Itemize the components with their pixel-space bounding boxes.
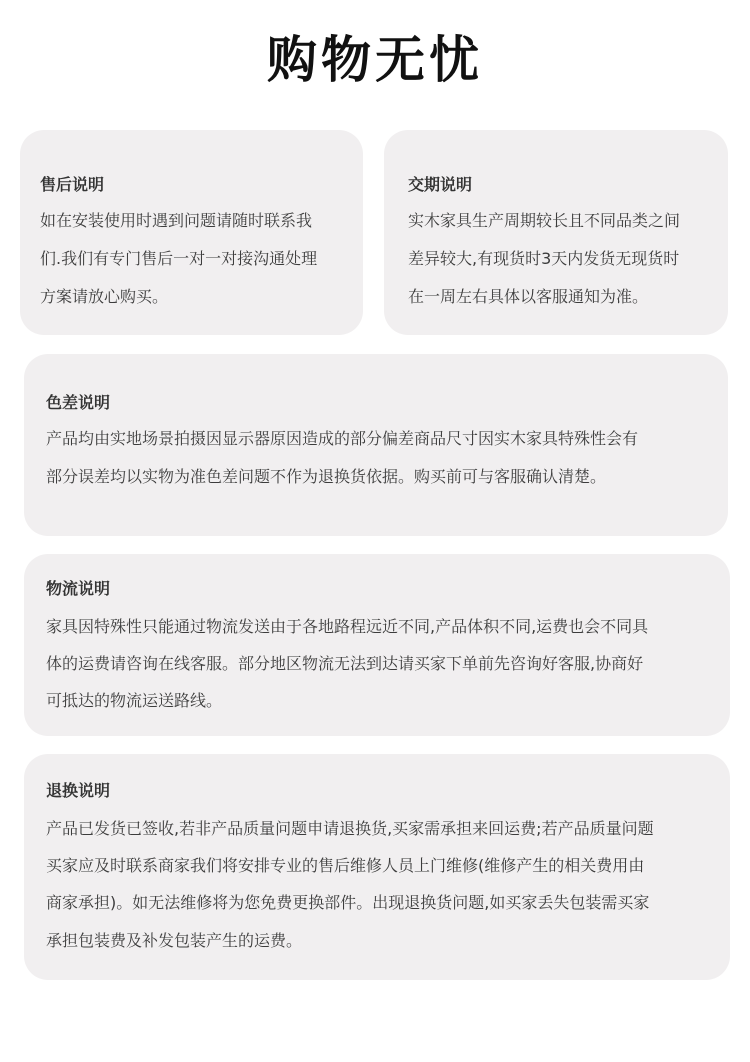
page-title: 购物无忧	[267, 31, 483, 89]
aftersale-line-2: 们.我们有专门售后一对一对接沟通处理	[40, 249, 318, 268]
aftersale-line-1: 如在安装使用时遇到问题请随时联系我	[40, 211, 313, 230]
delivery-card	[384, 130, 728, 335]
delivery-line-3: 在一周左右具体以客服通知为准。	[408, 287, 649, 306]
aftersale-line-3: 方案请放心购买。	[40, 287, 169, 306]
color-title: 色差说明	[46, 393, 111, 412]
returns-line-4: 承担包装费及补发包装产生的运费。	[46, 931, 303, 950]
returns-line-3: 商家承担)。如无法维修将为您免费更换部件。出现退换货问题,如买家丢失包装需买家	[46, 893, 650, 912]
logistics-line-3: 可抵达的物流运送路线。	[46, 691, 223, 710]
color-card	[24, 354, 728, 536]
returns-line-1: 产品已发货已签收,若非产品质量问题申请退换货,买家需承担来回运费;若产品质量问题	[46, 819, 654, 838]
delivery-line-1: 实木家具生产周期较长且不同品类之间	[408, 211, 681, 230]
logistics-title: 物流说明	[46, 579, 111, 598]
logistics-card	[24, 554, 730, 736]
color-line-2: 部分误差均以实物为准色差问题不作为退换货依据。购买前可与客服确认清楚。	[46, 467, 607, 486]
returns-card	[24, 754, 730, 980]
aftersale-title: 售后说明	[40, 175, 105, 194]
logistics-line-1: 家具因特殊性只能通过物流发送由于各地路程远近不同,产品体积不同,运费也会不同具	[46, 617, 649, 636]
logistics-line-2: 体的运费请咨询在线客服。部分地区物流无法到达请买家下单前先咨询好客服,协商好	[46, 654, 644, 673]
aftersale-card	[20, 130, 363, 335]
returns-title: 退换说明	[46, 781, 111, 800]
color-line-1: 产品均由实地场景拍摄因显示器原因造成的部分偏差商品尺寸因实木家具特殊性会有	[46, 429, 639, 448]
delivery-line-2: 差异较大,有现货时3天内发货无现货时	[408, 249, 680, 268]
delivery-title: 交期说明	[408, 175, 473, 194]
returns-line-2: 买家应及时联系商家我们将安排专业的售后维修人员上门维修(维修产生的相关费用由	[46, 856, 645, 875]
